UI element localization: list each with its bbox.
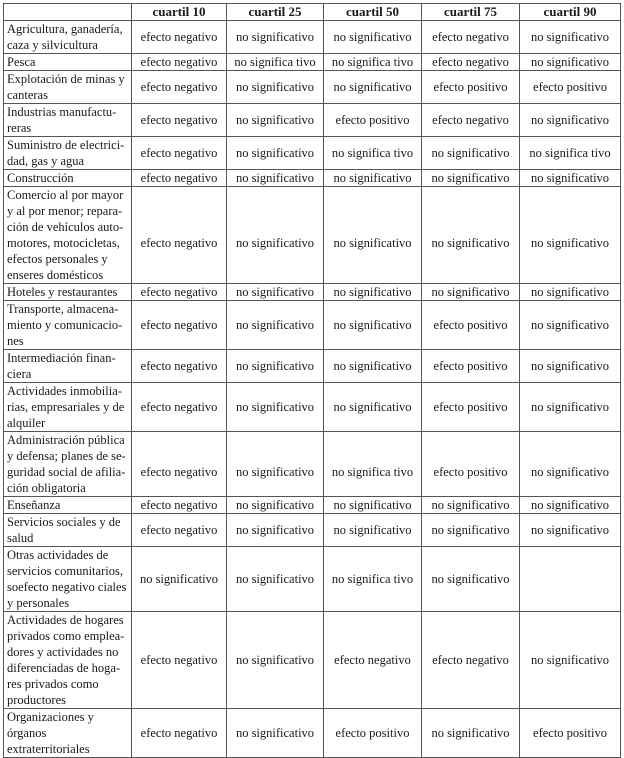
value-cell: no significativo — [520, 383, 621, 432]
value-cell: no significativo — [324, 187, 422, 284]
sector-cell: Transporte, almacena-miento y comunicacio-nes — [4, 301, 132, 350]
table-row — [4, 187, 621, 284]
header-cuartil-50: cuartil 50 — [324, 4, 422, 21]
value-cell: no significativo — [520, 170, 621, 187]
value-cell: no significativo — [422, 547, 520, 612]
value-cell: no significativo — [324, 71, 422, 104]
value-cell: no significativo — [520, 284, 621, 301]
value-cell: no significativo — [227, 21, 324, 54]
header-cuartil-90: cuartil 90 — [520, 4, 621, 21]
value-cell: efecto positivo — [324, 709, 422, 758]
value-cell: efecto positivo — [324, 104, 422, 137]
value-cell: efecto positivo — [422, 383, 520, 432]
value-cell: no significa tivo — [324, 137, 422, 170]
value-cell: efecto negativo — [324, 612, 422, 709]
sector-cell: Organizaciones y órganos extraterritoriales — [4, 709, 132, 758]
value-cell: no significativo — [324, 350, 422, 383]
table-row — [4, 709, 621, 758]
sector-cell: Servicios sociales y de salud — [4, 514, 132, 547]
value-cell: no significativo — [227, 383, 324, 432]
sector-cell: Industrias manufactu-reras — [4, 104, 132, 137]
value-cell: no significa tivo — [324, 547, 422, 612]
value-cell: efecto negativo — [132, 301, 227, 350]
sector-cell: Comercio al por mayor y al por menor; repara-ción de vehículos auto-motores, motocicletas, efectos personales y enseres domésticos — [4, 187, 132, 284]
value-cell: no significativo — [324, 383, 422, 432]
value-cell: efecto negativo — [132, 104, 227, 137]
value-cell: efecto negativo — [132, 284, 227, 301]
value-cell: no significativo — [422, 514, 520, 547]
value-cell: no significativo — [227, 612, 324, 709]
value-cell: efecto positivo — [422, 71, 520, 104]
table-row — [4, 383, 621, 432]
table-row — [4, 432, 621, 497]
value-cell: no significativo — [520, 612, 621, 709]
value-cell: no significativo — [324, 170, 422, 187]
sector-cell: Hoteles y restaurantes — [4, 284, 132, 301]
sector-cell: Intermediación finan-ciera — [4, 350, 132, 383]
value-cell: no significativo — [227, 284, 324, 301]
value-cell: no significativo — [520, 514, 621, 547]
value-cell: no significativo — [422, 497, 520, 514]
value-cell: efecto negativo — [132, 383, 227, 432]
sector-cell: Construcción — [4, 170, 132, 187]
value-cell: no significativo — [227, 187, 324, 284]
value-cell — [520, 547, 621, 612]
value-cell: efecto negativo — [132, 187, 227, 284]
value-cell: no significa tivo — [324, 432, 422, 497]
value-cell: no significativo — [227, 350, 324, 383]
value-cell: no significativo — [520, 104, 621, 137]
table-row — [4, 21, 621, 54]
value-cell: efecto negativo — [132, 709, 227, 758]
header-sector — [4, 4, 132, 21]
table-row — [4, 301, 621, 350]
value-cell: efecto positivo — [422, 432, 520, 497]
value-cell: no significativo — [520, 21, 621, 54]
value-cell: no significativo — [520, 301, 621, 350]
value-cell: no significativo — [227, 137, 324, 170]
value-cell: no significativo — [227, 432, 324, 497]
value-cell: no significativo — [520, 432, 621, 497]
value-cell: efecto negativo — [132, 54, 227, 71]
value-cell: no significativo — [324, 301, 422, 350]
value-cell: efecto negativo — [132, 350, 227, 383]
value-cell: no significa tivo — [227, 54, 324, 71]
value-cell: no significativo — [520, 350, 621, 383]
value-cell: efecto positivo — [520, 71, 621, 104]
value-cell: efecto positivo — [422, 350, 520, 383]
value-cell: no significativo — [227, 547, 324, 612]
value-cell: no significativo — [227, 301, 324, 350]
table-row — [4, 547, 621, 612]
value-cell: efecto negativo — [422, 54, 520, 71]
value-cell: efecto negativo — [132, 612, 227, 709]
table-row — [4, 71, 621, 104]
table-row — [4, 612, 621, 709]
table-row — [4, 350, 621, 383]
value-cell: no significativo — [324, 284, 422, 301]
value-cell: no significativo — [422, 187, 520, 284]
value-cell: efecto negativo — [132, 137, 227, 170]
value-cell: no significativo — [520, 187, 621, 284]
sector-cell: Administración pública y defensa; planes de se-guridad social de afilia-ción obligatoria — [4, 432, 132, 497]
value-cell: efecto negativo — [422, 612, 520, 709]
value-cell: no significativo — [227, 709, 324, 758]
header-cuartil-10: cuartil 10 — [132, 4, 227, 21]
table-row — [4, 514, 621, 547]
header-cuartil-25: cuartil 25 — [227, 4, 324, 21]
value-cell: efecto negativo — [132, 432, 227, 497]
value-cell: no significa tivo — [520, 137, 621, 170]
value-cell: no significativo — [520, 54, 621, 71]
value-cell: no significativo — [324, 497, 422, 514]
sector-cell: Suministro de electrici-dad, gas y agua — [4, 137, 132, 170]
table-row — [4, 497, 621, 514]
value-cell: efecto negativo — [132, 21, 227, 54]
value-cell: efecto negativo — [132, 170, 227, 187]
value-cell: no significativo — [422, 284, 520, 301]
value-cell: no significativo — [227, 170, 324, 187]
sector-cell: Agricultura, ganadería, caza y silvicultura — [4, 21, 132, 54]
table-row — [4, 104, 621, 137]
value-cell: no significativo — [227, 104, 324, 137]
sector-cell: Enseñanza — [4, 497, 132, 514]
header-row — [4, 4, 621, 21]
table-row — [4, 137, 621, 170]
value-cell: no significativo — [227, 514, 324, 547]
value-cell: no significativo — [422, 137, 520, 170]
value-cell: no significativo — [324, 21, 422, 54]
value-cell: no significativo — [324, 514, 422, 547]
sector-cell: Actividades inmobilia-rias, empresariales y de alquiler — [4, 383, 132, 432]
value-cell: efecto negativo — [132, 514, 227, 547]
value-cell: no significativo — [132, 547, 227, 612]
value-cell: no significativo — [520, 497, 621, 514]
table-row — [4, 284, 621, 301]
value-cell: no significativo — [227, 71, 324, 104]
value-cell: efecto negativo — [132, 497, 227, 514]
value-cell: no significa tivo — [324, 54, 422, 71]
value-cell: efecto negativo — [132, 71, 227, 104]
sector-cell: Otras actividades de servicios comunitarios, soefecto negativo ciales y personales — [4, 547, 132, 612]
value-cell: efecto positivo — [422, 301, 520, 350]
quartile-effects-table — [3, 3, 621, 758]
sector-cell: Explotación de minas y canteras — [4, 71, 132, 104]
sector-cell: Pesca — [4, 54, 132, 71]
table-row — [4, 54, 621, 71]
header-cuartil-75: cuartil 75 — [422, 4, 520, 21]
value-cell: no significativo — [422, 170, 520, 187]
sector-cell: Actividades de hogares privados como emplea-dores y actividades no diferenciadas de hoga-res privados como productores — [4, 612, 132, 709]
value-cell: efecto negativo — [422, 104, 520, 137]
value-cell: no significativo — [227, 497, 324, 514]
table-row — [4, 170, 621, 187]
value-cell: efecto negativo — [422, 21, 520, 54]
value-cell: efecto positivo — [520, 709, 621, 758]
value-cell: no significativo — [422, 709, 520, 758]
